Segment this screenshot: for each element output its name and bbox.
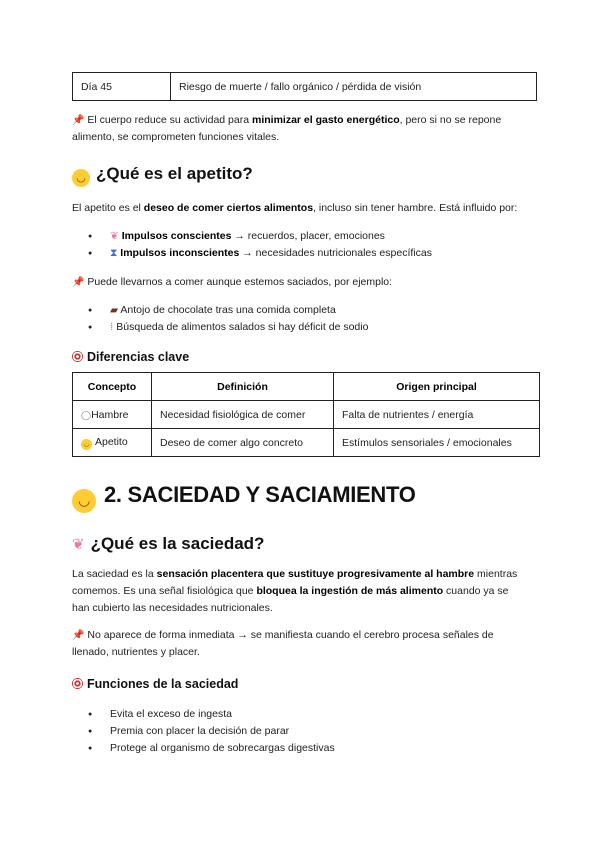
brain-icon: ❦ <box>110 230 119 242</box>
list-item: ● Protege al organismo de sobrecargas digestivas <box>72 740 532 757</box>
plate-icon: ◯ <box>81 410 92 421</box>
list-item: ● ⁞ Búsqueda de alimentos salados si hay déficit de sodio <box>72 319 532 336</box>
origin-cell: Falta de nutrientes / energía <box>334 401 540 429</box>
salt-shaker-icon: ⁞ <box>110 321 114 333</box>
appetite-heading: ◡ ¿Qué es el apetito? <box>72 164 253 187</box>
pushpin-icon: 📌 <box>72 115 85 126</box>
energy-paragraph: 📌 El cuerpo reduce su actividad para minimizar el gasto energético, pero si no se repone alimento, se comprometen funciones vitales. <box>72 114 502 143</box>
satiety-note: 📌 No aparece de forma inmediata → se manifiesta cuando el cerebro procesa señales de llenado, nutrientes y placer. <box>72 629 494 658</box>
satiety-definition: La saciedad es la sensación placentera que sustituye progresivamente al hambre mientras comemos. Es una señal fisiológica que bloquea la ingestión de más alimento cuando ya se han cubierto las necesidades nutricionales. <box>72 568 518 614</box>
day-cell: Día 45 <box>73 73 171 101</box>
table-row <box>73 429 540 457</box>
differences-heading: Diferencias clave <box>72 350 189 364</box>
list-item: ● Evita el exceso de ingesta <box>72 706 532 723</box>
target-icon <box>72 351 83 362</box>
target-icon <box>72 678 83 689</box>
examples-list <box>72 302 532 336</box>
differences-table <box>72 372 540 457</box>
definition-cell: Deseo de comer algo concreto <box>152 429 334 457</box>
yum-face-icon: ◡ <box>72 169 90 187</box>
pushpin-icon: 📌 <box>72 277 85 288</box>
column-header: Definición <box>152 373 334 401</box>
effect-cell: Riesgo de muerte / fallo orgánico / pérdida de visión <box>171 73 537 101</box>
concept-cell: ◡ Apetito <box>73 429 152 457</box>
list-item: ● ⧗ Impulsos inconscientes → necesidades nutricionales específicas <box>72 245 532 262</box>
brain-icon: ❦ <box>72 535 85 553</box>
yum-face-icon: ◡ <box>81 439 92 450</box>
appetite-intro: El apetito es el deseo de comer ciertos alimentos, incluso sin tener hambre. Está influido por: <box>72 202 518 214</box>
pushpin-icon: 📌 <box>72 630 85 641</box>
relieved-face-icon: ◡ <box>72 489 96 513</box>
list-item: ● Premia con placer la decisión de parar <box>72 723 532 740</box>
list-item: ● ❦ Impulsos conscientes → recuerdos, placer, emociones <box>72 228 532 245</box>
list-item: ● ▰ Antojo de chocolate tras una comida completa <box>72 302 532 319</box>
table-header-row <box>73 373 540 401</box>
table-row <box>73 73 537 101</box>
chocolate-icon: ▰ <box>110 304 119 316</box>
functions-list <box>72 706 532 757</box>
column-header: Concepto <box>73 373 152 401</box>
origin-cell: Estímulos sensoriales / emocionales <box>334 429 540 457</box>
starvation-table <box>72 72 537 101</box>
section-title: ◡ 2. SACIEDAD Y SACIAMIENTO <box>72 482 416 513</box>
table-row <box>73 401 540 429</box>
appetite-note: 📌 Puede llevarnos a comer aunque estemos saciados, por ejemplo: <box>72 276 393 288</box>
column-header: Origen principal <box>334 373 540 401</box>
definition-cell: Necesidad fisiológica de comer <box>152 401 334 429</box>
dna-icon: ⧗ <box>110 247 118 259</box>
satiety-heading: ❦ ¿Qué es la saciedad? <box>72 534 265 553</box>
functions-heading: Funciones de la saciedad <box>72 677 238 691</box>
influences-list <box>72 228 532 262</box>
concept-cell: ◯Hambre <box>73 401 152 429</box>
